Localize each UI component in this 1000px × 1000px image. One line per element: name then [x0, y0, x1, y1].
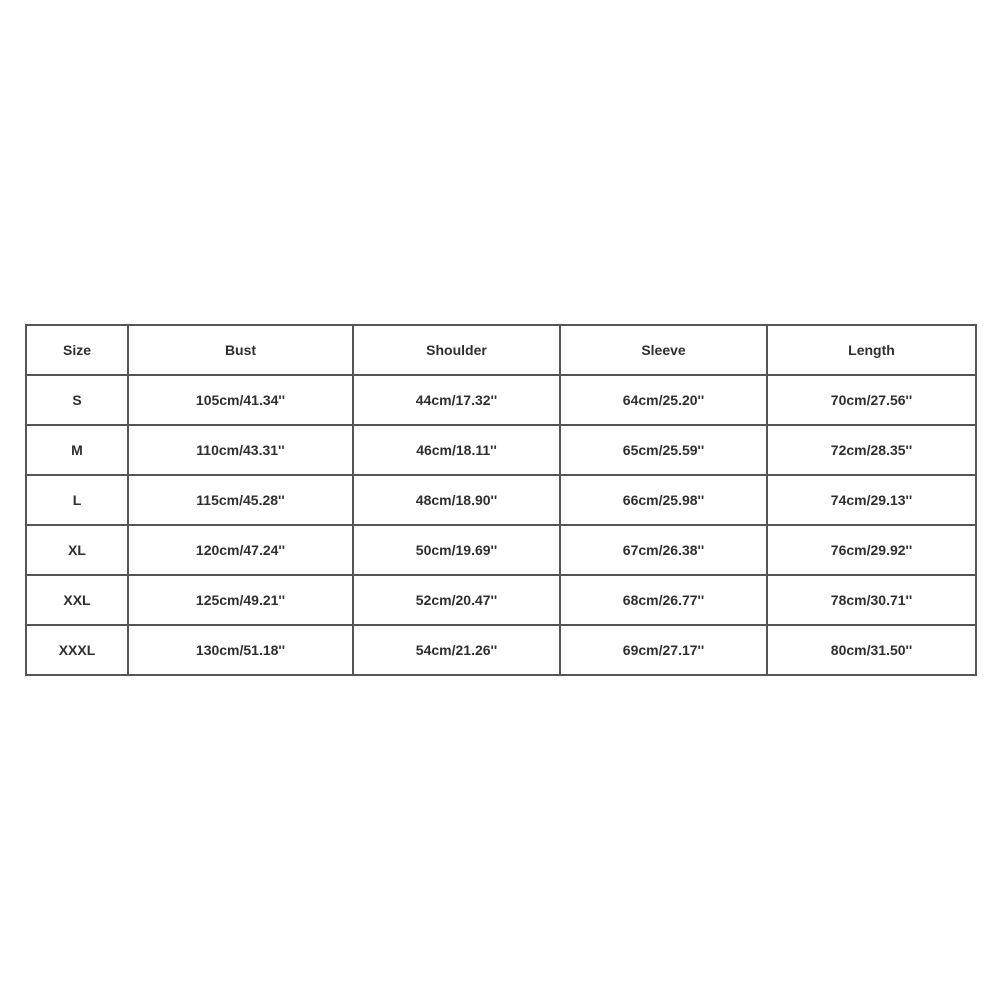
table-row	[26, 525, 976, 575]
sleeve-cell: 66cm/25.98''	[560, 475, 767, 525]
length-cell: 72cm/28.35''	[767, 425, 976, 475]
bust-cell: 120cm/47.24''	[128, 525, 353, 575]
shoulder-cell: 48cm/18.90''	[353, 475, 560, 525]
bust-cell: 130cm/51.18''	[128, 625, 353, 675]
table-row	[26, 625, 976, 675]
header-row	[26, 325, 976, 375]
header-sleeve: Sleeve	[560, 325, 767, 375]
header-length: Length	[767, 325, 976, 375]
sleeve-cell: 64cm/25.20''	[560, 375, 767, 425]
table-row	[26, 425, 976, 475]
header-size: Size	[26, 325, 128, 375]
length-cell: 78cm/30.71''	[767, 575, 976, 625]
bust-cell: 115cm/45.28''	[128, 475, 353, 525]
size-cell: M	[26, 425, 128, 475]
header-shoulder: Shoulder	[353, 325, 560, 375]
table-row	[26, 375, 976, 425]
size-chart-table	[25, 324, 977, 676]
table-row	[26, 475, 976, 525]
bust-cell: 110cm/43.31''	[128, 425, 353, 475]
length-cell: 76cm/29.92''	[767, 525, 976, 575]
shoulder-cell: 50cm/19.69''	[353, 525, 560, 575]
bust-cell: 105cm/41.34''	[128, 375, 353, 425]
sleeve-cell: 65cm/25.59''	[560, 425, 767, 475]
bust-cell: 125cm/49.21''	[128, 575, 353, 625]
table-row	[26, 575, 976, 625]
size-cell: XXXL	[26, 625, 128, 675]
shoulder-cell: 52cm/20.47''	[353, 575, 560, 625]
header-bust: Bust	[128, 325, 353, 375]
shoulder-cell: 44cm/17.32''	[353, 375, 560, 425]
size-cell: S	[26, 375, 128, 425]
sleeve-cell: 68cm/26.77''	[560, 575, 767, 625]
length-cell: 74cm/29.13''	[767, 475, 976, 525]
sleeve-cell: 69cm/27.17''	[560, 625, 767, 675]
size-cell: XXL	[26, 575, 128, 625]
length-cell: 80cm/31.50''	[767, 625, 976, 675]
shoulder-cell: 54cm/21.26''	[353, 625, 560, 675]
size-cell: XL	[26, 525, 128, 575]
length-cell: 70cm/27.56''	[767, 375, 976, 425]
sleeve-cell: 67cm/26.38''	[560, 525, 767, 575]
size-cell: L	[26, 475, 128, 525]
shoulder-cell: 46cm/18.11''	[353, 425, 560, 475]
